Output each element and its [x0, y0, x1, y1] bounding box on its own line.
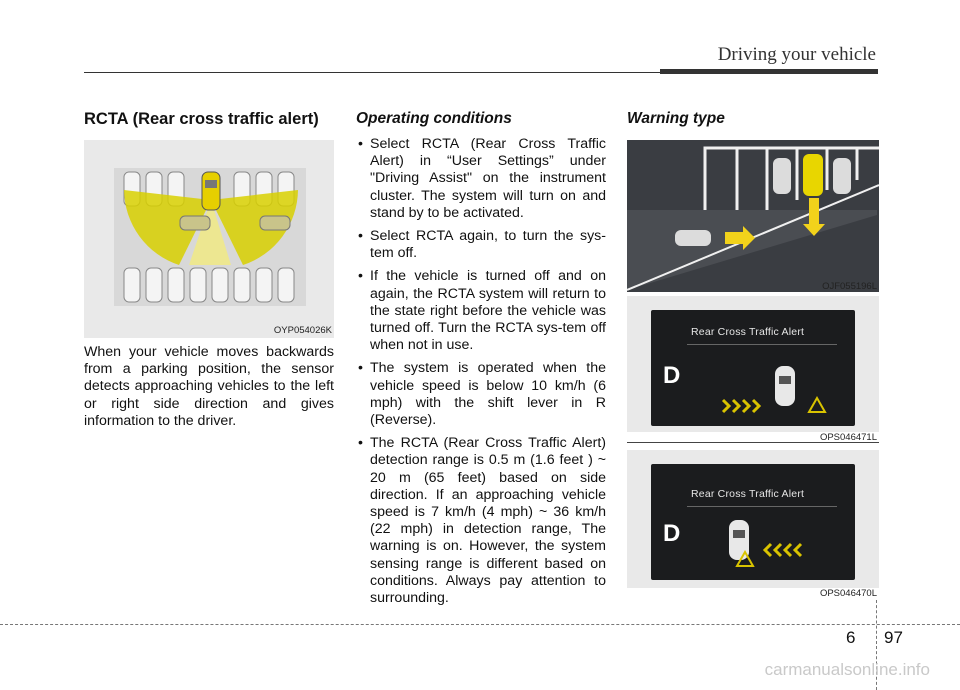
cluster-title: Rear Cross Traffic Alert: [691, 326, 805, 338]
footer-rule: [0, 624, 960, 625]
cluster-display: [651, 464, 855, 580]
cluster-title-underline: [687, 506, 837, 507]
left-approach-warning-graphic: [711, 356, 851, 420]
gear-indicator: D: [663, 520, 681, 547]
intro-paragraph: When your vehicle moves backwards from a parking position, the sensor detects approaching vehicles to the left or right side direction and gives information to the driver.: [84, 344, 334, 429]
cluster-figure-left: [627, 296, 879, 432]
section-heading: RCTA (Rear cross traffic alert): [84, 110, 319, 128]
list-item: • Select RCTA again, to turn the sys-tem off.: [356, 228, 606, 262]
figure-code: OYP054026K: [273, 325, 332, 336]
cluster-figure-right: [627, 450, 879, 588]
gear-indicator: D: [663, 362, 681, 389]
list-item: • If the vehicle is turned off and on again, the RCTA system will return to the state right before the vehicle was turned off. Turn the RCTA sys-tem off when not in use.: [356, 268, 606, 354]
list-item: • The RCTA (Rear Cross Traffic Alert) detection range is 0.5 m (1.6 feet ) ~ 20 m (65 feet) based on side direction. If an approaching vehicle speed is 7 km/h (4 mph) ~ 36 km/h (22 mph) in detection range, The warning is on. However, the system sensing range is different based on conditions. Always pay attention to surrounding.: [356, 435, 606, 607]
header-rule: [84, 72, 660, 73]
running-header: Driving your vehicle: [717, 44, 876, 65]
parking-warning-figure: [627, 140, 879, 292]
list-item: • The system is operated when the vehicle speed is below 10 km/h (6 mph) with the shift lever in R (Reverse).: [356, 360, 606, 429]
list-item: • Select RCTA (Rear Cross Traffic Alert) in “User Settings” under "Driving Assist" on the instrument cluster. The system will turn on and stand by to be activated.: [356, 136, 606, 222]
figure-code: OJF055196L: [822, 281, 877, 292]
cluster-display: [651, 310, 855, 426]
figure-code: OPS046470L: [819, 588, 877, 599]
page-number: 97: [884, 628, 903, 647]
parking-lot-illustration: [84, 140, 334, 338]
section-number: 6: [846, 628, 856, 647]
watermark: carmanualsonline.info: [764, 660, 930, 679]
cluster-title-underline: [687, 344, 837, 345]
cluster-title: Rear Cross Traffic Alert: [691, 488, 805, 500]
operating-conditions-list: [356, 136, 606, 613]
right-approach-warning-graphic: [711, 510, 851, 574]
warning-type-heading: Warning type: [627, 110, 725, 127]
rcta-diagram-figure: [84, 140, 334, 338]
operating-conditions-heading: Operating conditions: [356, 110, 512, 127]
figure-code: OPS046471L: [819, 432, 877, 443]
parking-scene-illustration: [627, 140, 879, 292]
header-rule-accent: [660, 69, 878, 74]
